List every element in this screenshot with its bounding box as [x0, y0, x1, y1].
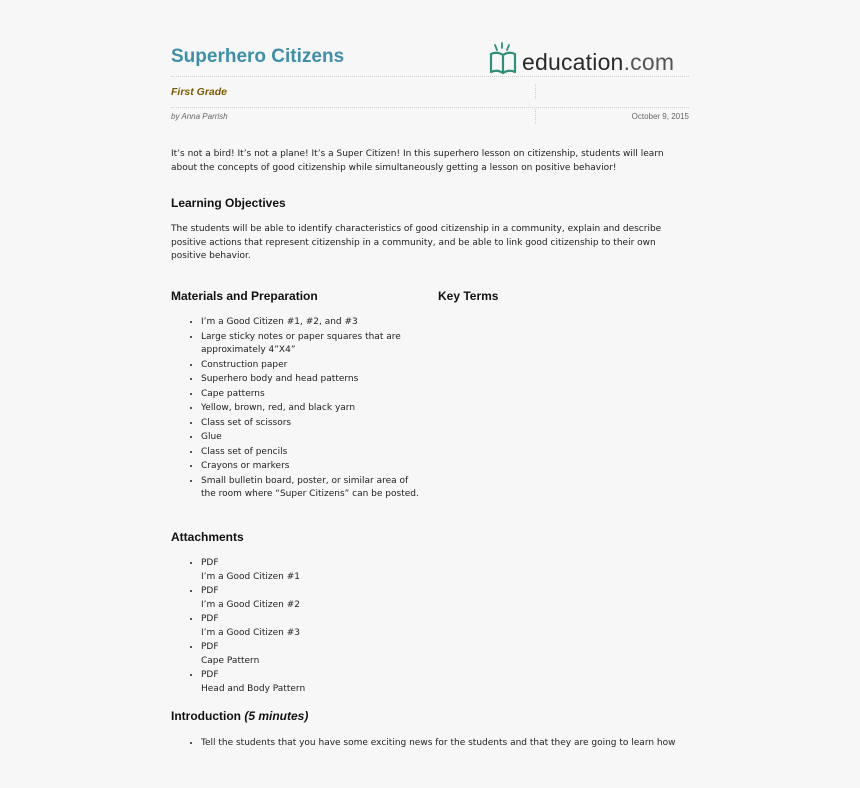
introduction-list: [171, 736, 719, 751]
header-divider: [171, 76, 689, 77]
list-item: • Yellow, brown, red, and black yarn: [201, 401, 419, 416]
attachment-item[interactable]: [201, 640, 501, 668]
meta-vertical-divider: [535, 109, 536, 124]
list-item: • Glue: [201, 430, 419, 445]
attachment-link[interactable]: Cape Pattern: [201, 655, 260, 666]
attachment-type: PDF: [201, 670, 219, 680]
intro-paragraph: It’s not a bird! It’s not a plane! It’s a Super Citizen! In this superhero lesson on citizenship, students will learn about the concepts of good citizenship while simultaneously getting a lesson on positive behavior!: [171, 149, 664, 173]
materials-heading: Materials and Preparation: [171, 289, 318, 303]
list-item: • Class set of scissors: [201, 416, 419, 431]
introduction-duration: (5 minutes): [244, 709, 309, 723]
logo-text: education: [522, 49, 624, 75]
page-title: Superhero Citizens: [171, 46, 345, 67]
publish-date: October 9, 2015: [631, 112, 689, 121]
grade-divider: [171, 107, 689, 108]
key-terms-heading: Key Terms: [438, 289, 499, 303]
attachment-item[interactable]: [201, 584, 501, 612]
attachment-item[interactable]: [201, 612, 501, 640]
list-item: • Class set of pencils: [201, 445, 419, 460]
attachment-type: PDF: [201, 558, 219, 568]
attachment-type: PDF: [201, 614, 219, 624]
attachment-link[interactable]: I’m a Good Citizen #3: [201, 627, 300, 638]
attachments-list: [171, 556, 501, 696]
attachment-link[interactable]: I’m a Good Citizen #1: [201, 571, 300, 582]
logo-suffix: .com: [623, 49, 675, 75]
attachment-link[interactable]: Head and Body Pattern: [201, 683, 306, 694]
list-item: • Crayons or markers: [201, 459, 419, 474]
attachment-type: PDF: [201, 586, 219, 596]
list-item: • Large sticky notes or paper squares that are approximately 4”X4”: [201, 330, 419, 358]
introduction-title: Introduction: [171, 709, 241, 723]
learning-objectives-heading: Learning Objectives: [171, 196, 286, 210]
book-logo-icon: [487, 42, 521, 76]
logo-wordmark: [522, 48, 674, 76]
education-com-logo[interactable]: [487, 40, 691, 76]
list-item: • Superhero body and head patterns: [201, 372, 419, 387]
attachment-item[interactable]: [201, 556, 501, 584]
list-item: • Tell the students that you have some exciting news for the students and that they are going to learn how: [201, 736, 719, 751]
list-item: • Cape patterns: [201, 387, 419, 402]
header-vertical-divider: [535, 84, 536, 99]
attachment-link[interactable]: I’m a Good Citizen #2: [201, 599, 300, 610]
list-item: • Small bulletin board, poster, or similar area of the room where “Super Citizens” can be posted.: [201, 474, 419, 502]
attachments-heading: Attachments: [171, 530, 244, 544]
learning-objectives-text: The students will be able to identify characteristics of good citizenship in a community, explain and describe positive actions that represent citizenship in a community, and be able to link good citizenship to their own positive behavior.: [171, 224, 662, 261]
attachment-item[interactable]: [201, 668, 501, 696]
list-item: • Construction paper: [201, 358, 419, 373]
grade-label: First Grade: [171, 86, 228, 98]
introduction-heading: [171, 709, 308, 723]
list-item: • I’m a Good Citizen #1, #2, and #3: [201, 315, 419, 330]
materials-list: [171, 315, 419, 502]
author-byline: by Anna Parrish: [171, 112, 228, 121]
attachment-type: PDF: [201, 642, 219, 652]
